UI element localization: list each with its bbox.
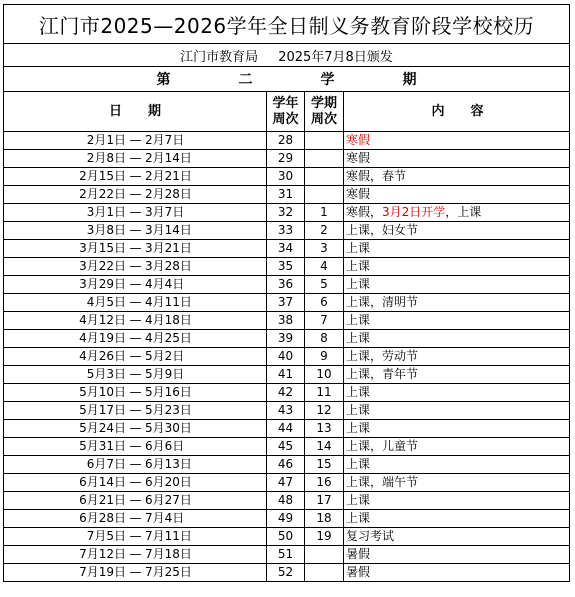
calendar-table — [3, 4, 570, 582]
semester-char: 二 — [238, 72, 253, 88]
content-text: 上课 — [346, 457, 371, 471]
semester-label — [4, 67, 570, 92]
term-week-cell: 19 — [305, 528, 344, 545]
date-dash: — — [129, 349, 142, 363]
issuer-line — [4, 44, 570, 67]
term-week-cell: 3 — [305, 240, 344, 257]
table-row — [4, 330, 570, 348]
school-week-cell: 32 — [267, 204, 305, 221]
table-row — [4, 168, 570, 186]
date-start: 6月7日 — [86, 457, 126, 471]
content-text: 上课 — [346, 241, 371, 255]
date-dash: — — [129, 367, 142, 381]
date-dash: — — [129, 331, 142, 345]
date-cell — [4, 384, 267, 401]
table-row — [4, 402, 570, 420]
term-week-cell — [305, 168, 344, 185]
date-end: 2月21日 — [145, 169, 192, 183]
content-cell — [344, 474, 570, 491]
content-cell — [344, 276, 570, 293]
date-cell — [4, 132, 267, 149]
school-week-cell: 41 — [267, 366, 305, 383]
date-dash: — — [129, 241, 142, 255]
semester-char: 学 — [320, 72, 335, 88]
school-week-cell: 30 — [267, 168, 305, 185]
date-cell — [4, 564, 267, 581]
content-text: 上课 — [346, 277, 371, 291]
date-start: 4月12日 — [79, 313, 126, 327]
date-start: 4月5日 — [86, 295, 126, 309]
content-text: 上课，青年节 — [346, 367, 419, 381]
table-row — [4, 294, 570, 312]
content-cell — [344, 330, 570, 347]
table-row — [4, 348, 570, 366]
column-header-row — [4, 92, 570, 132]
table-row — [4, 420, 570, 438]
term-week-cell — [305, 546, 344, 563]
date-cell — [4, 492, 267, 509]
date-cell — [4, 510, 267, 527]
date-end: 2月28日 — [145, 187, 192, 201]
date-start: 4月19日 — [79, 331, 126, 345]
content-text: 寒假，春节 — [346, 169, 407, 183]
content-text: 上课 — [346, 421, 371, 435]
content-text: 上课 — [346, 259, 371, 273]
date-cell — [4, 168, 267, 185]
date-start: 7月19日 — [79, 565, 126, 579]
term-week-cell: 13 — [305, 420, 344, 437]
content-text: 上课，端午节 — [346, 475, 419, 489]
table-row — [4, 546, 570, 564]
date-cell — [4, 204, 267, 221]
table-row — [4, 312, 570, 330]
date-dash: — — [129, 187, 142, 201]
content-text: 暑假 — [346, 547, 371, 561]
content-cell — [344, 150, 570, 167]
date-end: 5月9日 — [145, 367, 185, 381]
term-week-cell: 9 — [305, 348, 344, 365]
date-cell — [4, 330, 267, 347]
date-start: 3月29日 — [79, 277, 126, 291]
content-cell — [344, 438, 570, 455]
date-cell — [4, 456, 267, 473]
date-cell — [4, 474, 267, 491]
school-week-cell: 39 — [267, 330, 305, 347]
table-row — [4, 240, 570, 258]
term-week-cell: 6 — [305, 294, 344, 311]
date-dash: — — [129, 457, 142, 471]
content-cell — [344, 492, 570, 509]
date-start: 4月26日 — [79, 349, 126, 363]
school-week-cell: 28 — [267, 132, 305, 149]
content-highlight: 3月2日开学 — [382, 205, 446, 219]
content-text: 寒假 — [346, 187, 371, 201]
date-dash: — — [129, 511, 142, 525]
calendar-title: 江门市2025—2026学年全日制义务教育阶段学校校历 — [4, 5, 570, 44]
date-dash: — — [129, 493, 142, 507]
content-cell — [344, 132, 570, 149]
term-week-cell: 8 — [305, 330, 344, 347]
date-end: 5月2日 — [145, 349, 185, 363]
date-start: 6月28日 — [79, 511, 126, 525]
school-week-cell: 33 — [267, 222, 305, 239]
content-cell — [344, 258, 570, 275]
content-cell — [344, 384, 570, 401]
term-week-cell: 7 — [305, 312, 344, 329]
content-text: 上课，劳动节 — [346, 349, 419, 363]
header-date: 日 期 — [4, 92, 267, 131]
date-end: 5月16日 — [145, 385, 192, 399]
semester-char: 第 — [156, 72, 171, 88]
date-end: 7月4日 — [145, 511, 185, 525]
content-cell — [344, 402, 570, 419]
term-week-cell — [305, 186, 344, 203]
school-week-cell: 40 — [267, 348, 305, 365]
date-dash: — — [129, 133, 142, 147]
school-week-cell: 38 — [267, 312, 305, 329]
date-end: 3月21日 — [145, 241, 192, 255]
school-week-cell: 49 — [267, 510, 305, 527]
term-week-cell: 16 — [305, 474, 344, 491]
date-start: 5月10日 — [79, 385, 126, 399]
content-cell — [344, 510, 570, 527]
date-start: 3月15日 — [79, 241, 126, 255]
school-week-cell: 44 — [267, 420, 305, 437]
table-row — [4, 150, 570, 168]
date-dash: — — [129, 313, 142, 327]
content-text: 寒假 — [346, 151, 371, 165]
date-end: 5月30日 — [145, 421, 192, 435]
date-cell — [4, 348, 267, 365]
content-text: 上课 — [346, 403, 371, 417]
term-week-cell: 14 — [305, 438, 344, 455]
term-week-cell: 10 — [305, 366, 344, 383]
header-content: 内 容 — [344, 92, 570, 131]
content-text: 寒假， — [346, 205, 383, 219]
date-dash: — — [129, 439, 142, 453]
school-week-cell: 29 — [267, 150, 305, 167]
content-cell — [344, 456, 570, 473]
content-text: 暑假 — [346, 565, 371, 579]
date-dash: — — [129, 529, 142, 543]
header-school-week: 学年周次 — [267, 92, 305, 131]
content-text: 上课 — [346, 331, 371, 345]
date-start: 7月12日 — [79, 547, 126, 561]
term-week-cell: 4 — [305, 258, 344, 275]
school-week-cell: 31 — [267, 186, 305, 203]
date-dash: — — [129, 421, 142, 435]
table-row — [4, 456, 570, 474]
school-week-cell: 35 — [267, 258, 305, 275]
term-week-cell: 5 — [305, 276, 344, 293]
school-week-cell: 47 — [267, 474, 305, 491]
date-dash: — — [129, 151, 142, 165]
content-cell — [344, 420, 570, 437]
school-week-cell: 51 — [267, 546, 305, 563]
content-text: 上课，儿童节 — [346, 439, 419, 453]
date-start: 2月1日 — [86, 133, 126, 147]
date-end: 7月25日 — [145, 565, 192, 579]
date-dash: — — [129, 547, 142, 561]
date-cell — [4, 258, 267, 275]
term-week-cell: 12 — [305, 402, 344, 419]
content-cell — [344, 528, 570, 545]
term-week-cell — [305, 564, 344, 581]
content-cell — [344, 294, 570, 311]
table-row — [4, 492, 570, 510]
content-cell — [344, 240, 570, 257]
content-text: 上课，妇女节 — [346, 223, 419, 237]
content-cell — [344, 204, 570, 221]
content-cell — [344, 348, 570, 365]
table-row — [4, 366, 570, 384]
date-end: 2月14日 — [145, 151, 192, 165]
date-start: 7月5日 — [86, 529, 126, 543]
table-row — [4, 564, 570, 582]
content-tail: ，上课 — [445, 205, 482, 219]
date-cell — [4, 366, 267, 383]
date-end: 3月28日 — [145, 259, 192, 273]
date-end: 3月14日 — [145, 223, 192, 237]
date-dash: — — [129, 475, 142, 489]
school-week-cell: 46 — [267, 456, 305, 473]
table-row — [4, 510, 570, 528]
date-cell — [4, 240, 267, 257]
date-cell — [4, 294, 267, 311]
date-end: 4月11日 — [145, 295, 192, 309]
school-week-cell: 45 — [267, 438, 305, 455]
content-cell — [344, 222, 570, 239]
date-start: 5月31日 — [79, 439, 126, 453]
content-text: 上课 — [346, 493, 371, 507]
content-cell — [344, 312, 570, 329]
header-term-week: 学期周次 — [305, 92, 344, 131]
date-cell — [4, 312, 267, 329]
table-row — [4, 276, 570, 294]
term-week-cell: 2 — [305, 222, 344, 239]
content-text: 上课 — [346, 511, 371, 525]
date-cell — [4, 402, 267, 419]
content-cell — [344, 546, 570, 563]
date-cell — [4, 546, 267, 563]
date-end: 3月7日 — [145, 205, 185, 219]
date-dash: — — [129, 565, 142, 579]
table-row — [4, 204, 570, 222]
date-cell — [4, 438, 267, 455]
date-end: 5月23日 — [145, 403, 192, 417]
date-cell — [4, 276, 267, 293]
date-dash: — — [129, 295, 142, 309]
date-start: 3月1日 — [86, 205, 126, 219]
date-cell — [4, 222, 267, 239]
date-start: 2月15日 — [79, 169, 126, 183]
content-text: 寒假 — [346, 133, 371, 147]
table-row — [4, 186, 570, 204]
content-text: 上课，清明节 — [346, 295, 419, 309]
table-row — [4, 474, 570, 492]
date-dash: — — [129, 259, 142, 273]
school-week-cell: 36 — [267, 276, 305, 293]
date-end: 6月20日 — [145, 475, 192, 489]
term-week-cell: 11 — [305, 384, 344, 401]
date-dash: — — [129, 205, 142, 219]
content-text: 复习考试 — [346, 529, 395, 543]
date-start: 5月24日 — [79, 421, 126, 435]
date-end: 4月18日 — [145, 313, 192, 327]
issue-date: 2025年7月8日颁发 — [278, 49, 393, 65]
date-end: 4月4日 — [145, 277, 185, 291]
date-cell — [4, 528, 267, 545]
calendar-rows — [4, 132, 570, 582]
date-end: 7月18日 — [145, 547, 192, 561]
school-week-cell: 42 — [267, 384, 305, 401]
date-start: 6月21日 — [79, 493, 126, 507]
content-text: 上课 — [346, 385, 371, 399]
date-start: 2月22日 — [79, 187, 126, 201]
semester-char: 期 — [402, 72, 417, 88]
date-start: 3月22日 — [79, 259, 126, 273]
date-dash: — — [129, 385, 142, 399]
date-start: 3月8日 — [86, 223, 126, 237]
content-text: 上课 — [346, 313, 371, 327]
school-week-cell: 43 — [267, 402, 305, 419]
date-end: 6月6日 — [145, 439, 185, 453]
date-end: 7月11日 — [145, 529, 192, 543]
date-dash: — — [129, 169, 142, 183]
term-week-cell — [305, 150, 344, 167]
school-week-cell: 52 — [267, 564, 305, 581]
date-end: 6月13日 — [145, 457, 192, 471]
date-dash: — — [129, 403, 142, 417]
school-week-cell: 37 — [267, 294, 305, 311]
date-start: 5月17日 — [79, 403, 126, 417]
school-week-cell: 50 — [267, 528, 305, 545]
date-cell — [4, 186, 267, 203]
school-week-cell: 34 — [267, 240, 305, 257]
date-start: 5月3日 — [86, 367, 126, 381]
term-week-cell: 15 — [305, 456, 344, 473]
table-row — [4, 132, 570, 150]
content-cell — [344, 168, 570, 185]
content-cell — [344, 564, 570, 581]
date-start: 6月14日 — [79, 475, 126, 489]
term-week-cell: 18 — [305, 510, 344, 527]
table-row — [4, 384, 570, 402]
table-row — [4, 222, 570, 240]
date-end: 2月7日 — [145, 133, 185, 147]
date-cell — [4, 150, 267, 167]
term-week-cell — [305, 132, 344, 149]
date-cell — [4, 420, 267, 437]
table-row — [4, 528, 570, 546]
table-row — [4, 258, 570, 276]
term-week-cell: 1 — [305, 204, 344, 221]
term-week-cell: 17 — [305, 492, 344, 509]
date-end: 4月25日 — [145, 331, 192, 345]
date-dash: — — [129, 223, 142, 237]
school-week-cell: 48 — [267, 492, 305, 509]
issuer-name: 江门市教育局 — [180, 49, 259, 65]
content-cell — [344, 366, 570, 383]
content-cell — [344, 186, 570, 203]
table-row — [4, 438, 570, 456]
date-start: 2月8日 — [86, 151, 126, 165]
date-dash: — — [129, 277, 142, 291]
date-end: 6月27日 — [145, 493, 192, 507]
